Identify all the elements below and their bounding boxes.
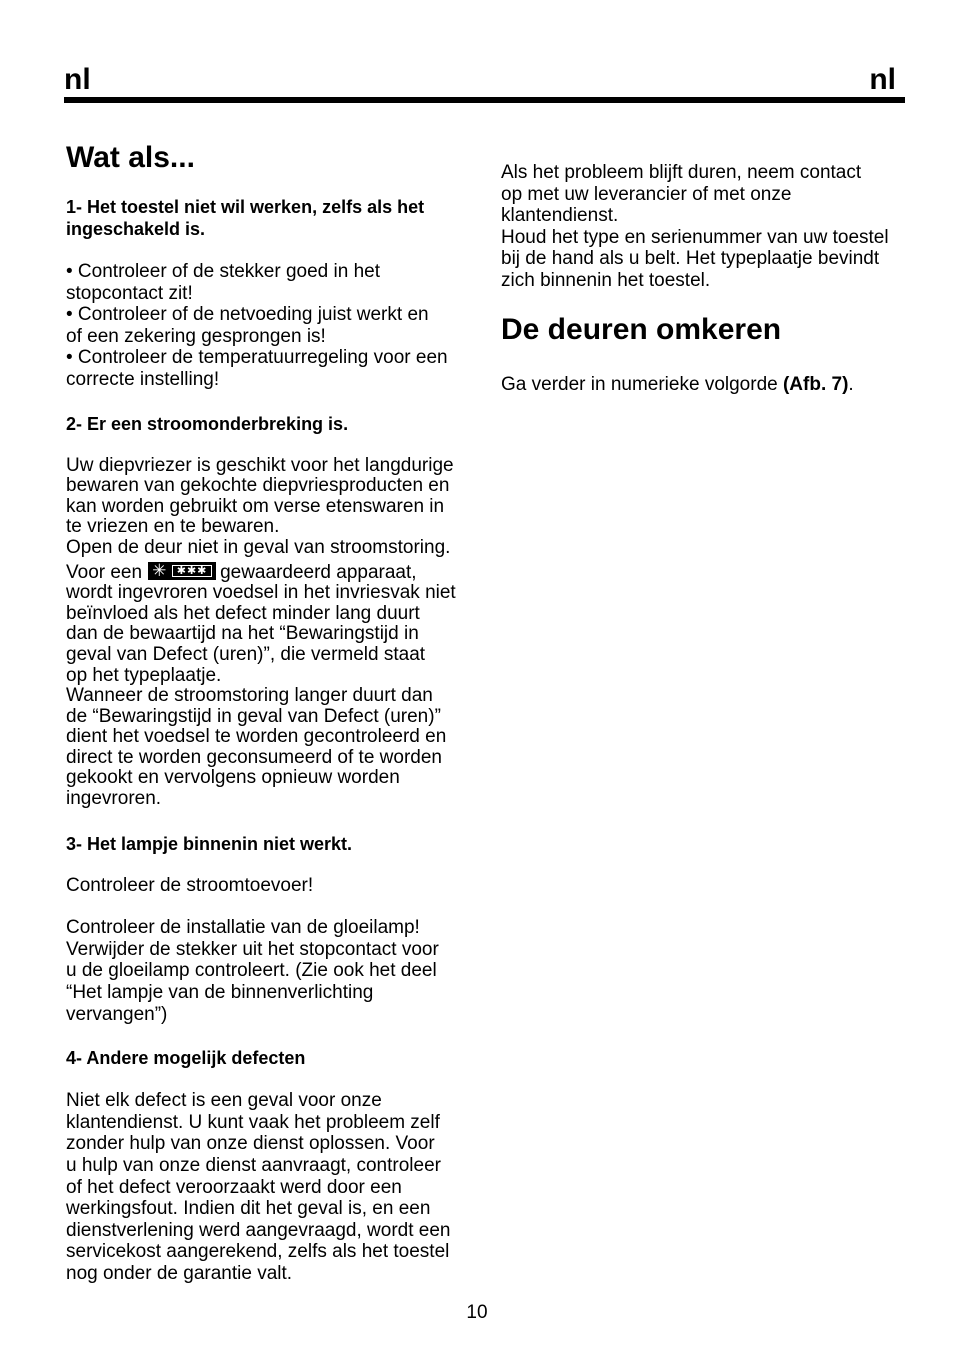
s2-line: Uw diepvriezer is geschikt voor het langdurige bbox=[66, 454, 454, 476]
contact-paragraph bbox=[501, 162, 911, 292]
s4-line: of het defect veroorzaakt werd door een bbox=[66, 1176, 402, 1198]
s2-line: de “Bewaringstijd in geval van Defect (uren)” bbox=[66, 705, 441, 727]
s2-line: dient het voedsel te worden gecontroleerd en bbox=[66, 726, 447, 748]
header-rule bbox=[64, 97, 905, 103]
s3-line: “Het lampje van de binnenverlichting bbox=[66, 982, 374, 1004]
s2-line: kan worden gebruikt om verse etenswaren in bbox=[66, 495, 445, 517]
left-column bbox=[66, 140, 474, 1285]
contact-line: Houd het type en serienummer van uw toestel bbox=[501, 226, 889, 248]
s1-heading bbox=[66, 196, 474, 240]
contact-line: zich binnenin het toestel. bbox=[501, 269, 711, 291]
three-stars-glyph: ✱✱✱ bbox=[172, 565, 212, 577]
s1-heading-line-2: ingeschakeld is. bbox=[66, 219, 206, 239]
s2-paragraph bbox=[66, 456, 474, 810]
section-title-what-if: Wat als... bbox=[66, 141, 195, 174]
s3-paragraph-1: Controleer de stroomtoevoer! bbox=[66, 874, 314, 896]
contact-line: klantendienst. bbox=[501, 205, 619, 227]
s4-line: nog onder de garantie valt. bbox=[66, 1262, 293, 1284]
s4-line: dienstverlening werd aangevraagd, wordt een bbox=[66, 1219, 451, 1241]
s4-line: werkingsfout. Indien dit het geval is, en een bbox=[66, 1198, 431, 1220]
section-title-reverse-doors: De deuren omkeren bbox=[501, 312, 782, 346]
s2-star-prefix: Voor een bbox=[66, 561, 143, 583]
s4-line: klantendienst. U kunt vaak het probleem zelf bbox=[66, 1111, 440, 1133]
reverse-doors-text: Ga verder in numerieke volgorde bbox=[501, 373, 783, 395]
s1-line: stopcontact zit! bbox=[66, 282, 193, 304]
header-language-left: nl bbox=[64, 63, 91, 96]
star-glyph: ✳ bbox=[152, 560, 167, 580]
s4-line: zonder hulp van onze dienst oplossen. Voor bbox=[66, 1133, 435, 1155]
s2-line: Open de deur niet in geval van stroomstoring. bbox=[66, 536, 451, 558]
s2-star-line bbox=[66, 562, 417, 584]
four-star-freezer-icon bbox=[148, 562, 216, 580]
s2-line: geval van Defect (uren)”, die vermeld staat bbox=[66, 643, 426, 665]
s2-line: wordt ingevroren voedsel in het invriesvak niet bbox=[66, 582, 456, 604]
s2-line: bewaren van gekochte diepvriesproducten en bbox=[66, 475, 450, 497]
s4-paragraph bbox=[66, 1090, 474, 1284]
s4-line: u hulp van onze dienst aanvraagt, controleer bbox=[66, 1155, 441, 1176]
s3-line: Verwijder de stekker uit het stopcontact voor bbox=[66, 938, 439, 960]
s3-line: Controleer de installatie van de gloeilamp! bbox=[66, 917, 420, 939]
s1-line: correcte instelling! bbox=[66, 368, 220, 390]
header-language-right: nl bbox=[869, 63, 896, 96]
reverse-doors-period: . bbox=[848, 373, 854, 395]
s1-line: of een zekering gesprongen is! bbox=[66, 325, 326, 347]
s1-line: • Controleer of de stekker goed in het bbox=[66, 261, 381, 282]
s3-paragraph-2 bbox=[66, 917, 474, 1025]
s1-line: • Controleer de temperatuurregeling voor een bbox=[66, 347, 448, 369]
s2-heading: 2- Er een stroomonderbreking is. bbox=[66, 413, 349, 434]
contact-line: bij de hand als u belt. Het typeplaatje bevindt bbox=[501, 248, 880, 270]
s2-line: te vriezen en te bewaren. bbox=[66, 516, 280, 538]
figure-reference: (Afb. 7) bbox=[782, 373, 849, 395]
s2-line: op het typeplaatje. bbox=[66, 664, 222, 686]
s3-heading: 3- Het lampje binnenin niet werkt. bbox=[66, 833, 353, 854]
contact-line: Als het probleem blijft duren, neem contact bbox=[501, 162, 862, 183]
s1-checklist bbox=[66, 261, 474, 391]
s2-line: ingevroren. bbox=[66, 788, 162, 810]
s2-line: dan de bewaartijd na het “Bewaringstijd in bbox=[66, 623, 419, 645]
reverse-doors-paragraph bbox=[501, 374, 911, 396]
right-column bbox=[501, 162, 911, 395]
s3-line: u de gloeilamp controleert. (Zie ook het deel bbox=[66, 960, 437, 982]
s2-line: direct te worden geconsumeerd of te worden bbox=[66, 746, 442, 768]
s1-heading-line-1: 1- Het toestel niet wil werken, zelfs als het bbox=[66, 197, 425, 217]
s2-line: gekookt en vervolgens opnieuw worden bbox=[66, 767, 400, 789]
s2-star-suffix: gewaardeerd apparaat, bbox=[220, 561, 417, 583]
contact-line: op met uw leverancier of met onze bbox=[501, 183, 792, 205]
page-number: 10 bbox=[466, 1302, 488, 1323]
s4-line: Niet elk defect is een geval voor onze bbox=[66, 1090, 382, 1112]
s3-line: vervangen”) bbox=[66, 1003, 168, 1025]
s2-line: beïnvloed als het defect minder lang duurt bbox=[66, 602, 420, 624]
s2-line: Wanneer de stroomstoring langer duurt dan bbox=[66, 685, 433, 707]
s4-heading: 4- Andere mogelijk defecten bbox=[66, 1048, 306, 1069]
s1-line: • Controleer of de netvoeding juist werkt en bbox=[66, 304, 429, 326]
s4-line: servicekost aangerekend, zelfs als het toestel bbox=[66, 1241, 450, 1263]
